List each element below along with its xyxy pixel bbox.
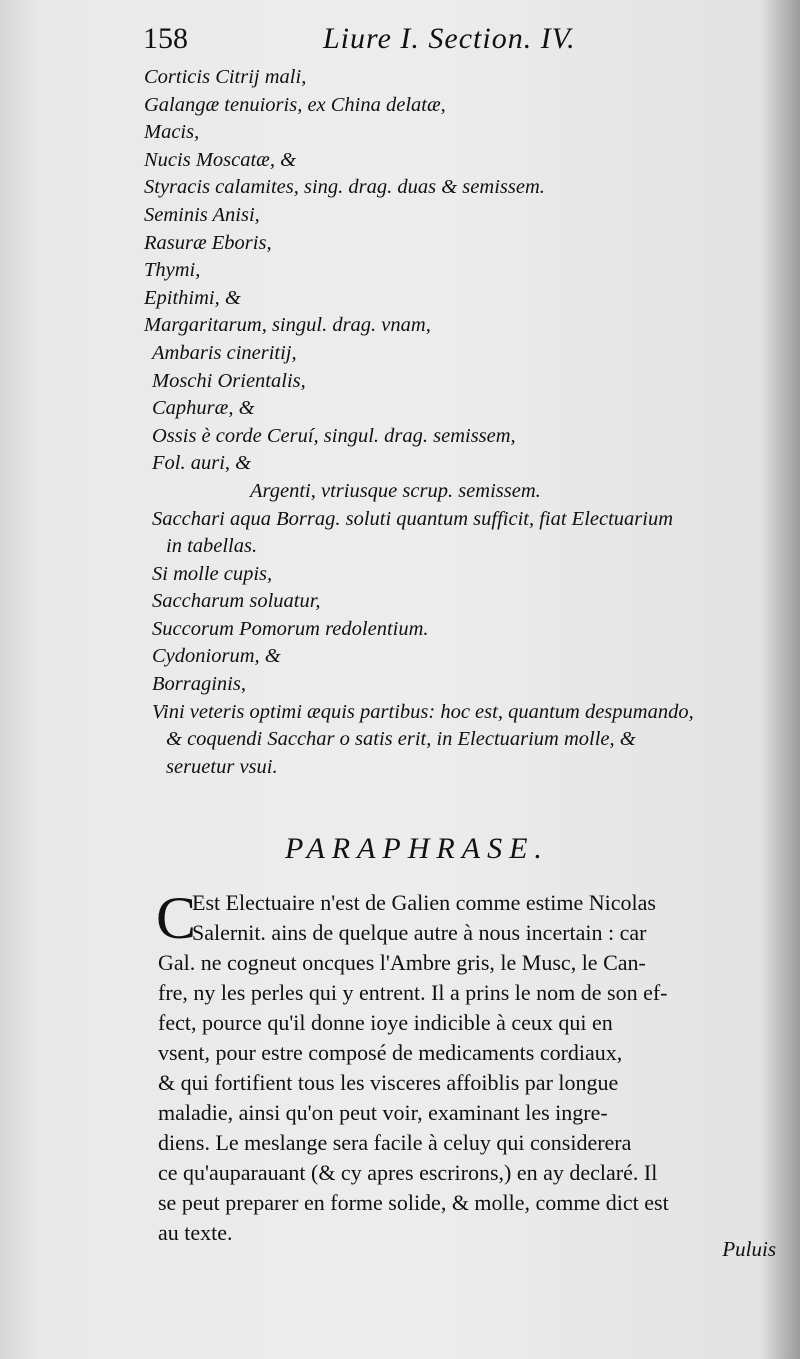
paraphrase-text [156, 885, 778, 1248]
recipe-line: Ambaris cineritij, [152, 341, 297, 364]
recipe-line: Styracis calamites, sing. drag. duas & semissem. [144, 176, 545, 199]
recipe-line: in tabellas. [166, 535, 258, 558]
recipe-line: Vini veteris optimi æquis partibus: hoc est, quantum despumando, [152, 700, 694, 723]
paraphrase-line: au texte. [158, 1220, 233, 1245]
paraphrase-line: diens. Le meslange sera facile à celuy qui considerera [158, 1130, 632, 1155]
paraphrase-line: ce qu'auparauant (& cy apres escrirons,) en ay declaré. Il [158, 1160, 658, 1185]
recipe-line: Fol. auri, & [152, 452, 252, 475]
paraphrase-line: fre, ny les perles qui y entrent. Il a prins le nom de son ef- [158, 980, 668, 1005]
recipe-list [144, 64, 784, 781]
paraphrase-line: Gal. ne cogneut oncques l'Ambre gris, le Musc, le Can- [158, 950, 646, 975]
recipe-line: Ossis è corde Ceruí, singul. drag. semissem, [152, 424, 516, 447]
recipe-line: Corticis Citrij mali, [144, 66, 307, 88]
recipe-line: Succorum Pomorum redolentium. [152, 617, 429, 640]
catchword: Puluis [722, 1237, 776, 1261]
paraphrase-line: & qui fortifient tous les visceres affoiblis par longue [158, 1070, 619, 1095]
page-number: 158 [143, 22, 188, 55]
paraphrase-line: fect, pource qu'il donne ioye indicible à ceux qui en [158, 1010, 613, 1035]
recipe-line: Cydoniorum, & [152, 645, 281, 668]
recipe-line: Saccharum soluatur, [152, 590, 321, 613]
paraphrase-line: Est Electuaire n'est de Galien comme estime Nicolas [192, 890, 656, 915]
recipe-line: Argenti, vtriusque scrup. semissem. [250, 479, 541, 502]
running-head [143, 22, 660, 62]
recipe-line: Thymi, [144, 259, 201, 282]
recipe-line: Rasuræ Eboris, [144, 231, 272, 254]
running-title: Liure I. Section. IV. [323, 22, 576, 55]
recipe-line: Sacchari aqua Borrag. soluti quantum sufficit, fiat Electuarium [152, 507, 674, 530]
recipe-line: Margaritarum, singul. drag. vnam, [144, 314, 431, 337]
paraphrase-line: vsent, pour estre composé de medicaments cordiaux, [158, 1040, 623, 1065]
recipe-line: Si molle cupis, [152, 562, 273, 585]
recipe-line: Nucis Moscatæ, & [144, 148, 297, 171]
paraphrase-line: se peut preparer en forme solide, & molle, comme dict est [158, 1190, 669, 1215]
recipe-line: Epithimi, & [144, 286, 241, 309]
paraphrase-heading: PARAPHRASE. [285, 832, 549, 865]
drop-cap: C [156, 885, 197, 951]
paraphrase-line: Salernit. ains de quelque autre à nous incertain : car [192, 920, 647, 945]
paraphrase-line: maladie, ainsi qu'on peut voir, examinant les ingre- [158, 1100, 608, 1125]
recipe-line: Macis, [144, 121, 200, 144]
recipe-line: Borraginis, [152, 673, 246, 696]
recipe-line: Galangæ tenuioris, ex China delatæ, [144, 93, 446, 116]
recipe-line: Seminis Anisi, [144, 203, 260, 226]
recipe-line: & coquendi Sacchar o satis erit, in Electuarium molle, & [166, 728, 636, 751]
recipe-line: seruetur vsui. [166, 755, 278, 778]
recipe-line: Moschi Orientalis, [152, 369, 306, 392]
recipe-line: Caphuræ, & [152, 397, 255, 420]
